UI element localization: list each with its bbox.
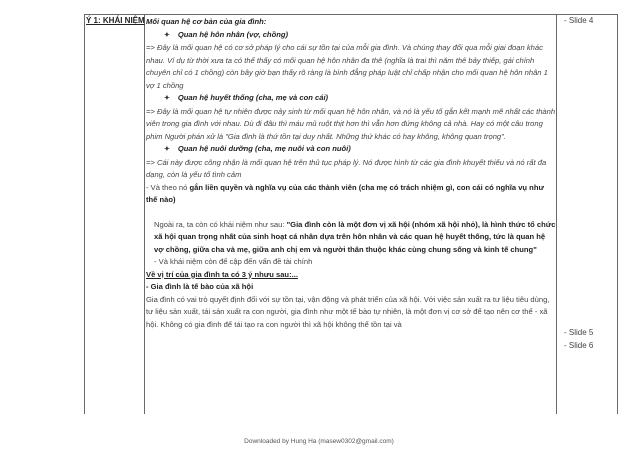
position-heading: Về vị trí của gia đình ta có 3 ý nhưu sau:... — [146, 269, 298, 279]
content-column — [146, 16, 556, 331]
content-line: ✦ Quan hệ huyết thống (cha, mẹ và con cái) — [146, 92, 556, 106]
slide-ref: - Slide 5 — [564, 328, 594, 337]
slide-ref: - Slide 6 — [564, 341, 594, 350]
slide-ref: - Slide 4 — [564, 16, 594, 25]
finance-line: - Và khái niệm còn để cập đến vấn đề tài chính — [154, 257, 313, 266]
content-line: => Đây là mối quan hệ tự nhiên được nảy sinh từ mối quan hệ hôn nhân, và nó là yếu tố gắn kết mạnh mẽ nhất các thành viên trong gia đình với nhau. Dù đi đâu thì máu mủ ruột thịt hơn thì vẫn hơn đứng không cả nhà. Hay có một câu trong phim Người phán xử là "Gia đình là thứ tồn tại duy nhất. Những thứ khác có hay không, không quan trọng". — [146, 106, 556, 141]
content-line: ✦ Quan hệ hôn nhân (vợ, chồng) — [146, 29, 556, 43]
rights-prefix: - Và theo nó — [146, 182, 190, 192]
document-page — [84, 14, 618, 414]
cell-heading: - Gia đình là tế bào của xã hội — [146, 282, 254, 291]
content-line: ✦ Quan hệ nuôi dưỡng (cha, mẹ nuôi và con nuôi) — [146, 143, 556, 157]
rights-bold: gắn liền quyền và nghĩa vụ của các thành viên (cha mẹ có trách nhiệm gì, con cái có nghĩa vụ như thế nào) — [146, 182, 544, 204]
download-footer: Downloaded by Hung Ha (masew0302@gmail.com) — [244, 438, 394, 445]
table-top-border — [84, 14, 618, 15]
cell-paragraph: Gia đình có vai trò quyết định đối với sự tồn tại, vận động và phát triển của xã hội. Với việc sản xuất ra tư liệu tiêu dùng, tư liệu sản xuất, tái sản xuất ra con người, gia đình như một tế bào tự nhiên, là một đơn vị cơ sở để tạo nên cơ thể - xã hội. Không có gia đình để tái tạo ra con người thì xã hội không thể tồn tại và — [146, 294, 550, 329]
topic-title: Ý 1: KHÁI NIỆM — [86, 16, 145, 25]
definition-prefix: Ngoài ra, ta còn có khái niệm như sau: — [154, 219, 287, 229]
table-left-border — [84, 14, 85, 414]
column-divider-2 — [556, 14, 557, 414]
definition-paragraph — [146, 219, 556, 257]
table-right-border — [617, 14, 618, 414]
content-line: => Cái này được công nhận là mối quan hệ trên thủ tục pháp lý. Nó được hình từ các gia đình khuyết thiếu và nó rất đa dạng, còn là yếu tố tình cảm — [146, 157, 547, 179]
rights-paragraph — [146, 182, 556, 207]
definition-bold: "Gia đình còn là một đơn vị xã hội (nhóm xã hội nhỏ), là hình thức tổ chức xã hội quan trọng nhất của sinh hoạt cá nhân dựa trên hôn nhân và các quan hệ huyết thống, tức là quan hệ vợ chồng, giữa cha và mẹ, giữa anh chị em và người thân thuộc khác cùng chung sống và kinh tế chung" — [154, 219, 556, 254]
content-line: Mối quan hệ cơ bản của gia đình: — [146, 17, 267, 26]
column-divider-1 — [144, 14, 145, 414]
content-line: => Đây là mối quan hệ có cơ sở pháp lý cho cái sự tồn tại của mỗi gia đình. Và chúng thay đổi qua mỗi giai đoạn khác nhau. Ví dụ từ thời xưa ta có thể thấy có mối quan hệ hôn nhân đa thê (nghĩa là trai thì năm thê bảy thiếp, gái chính chuyên chỉ có 1 chồng) còn bây giờ bạn thấy rõ ràng là bình đẳng pháp luật chỉ chấp nhận cho mối quan hệ hôn nhân 1 vợ 1 chồng — [146, 43, 548, 90]
